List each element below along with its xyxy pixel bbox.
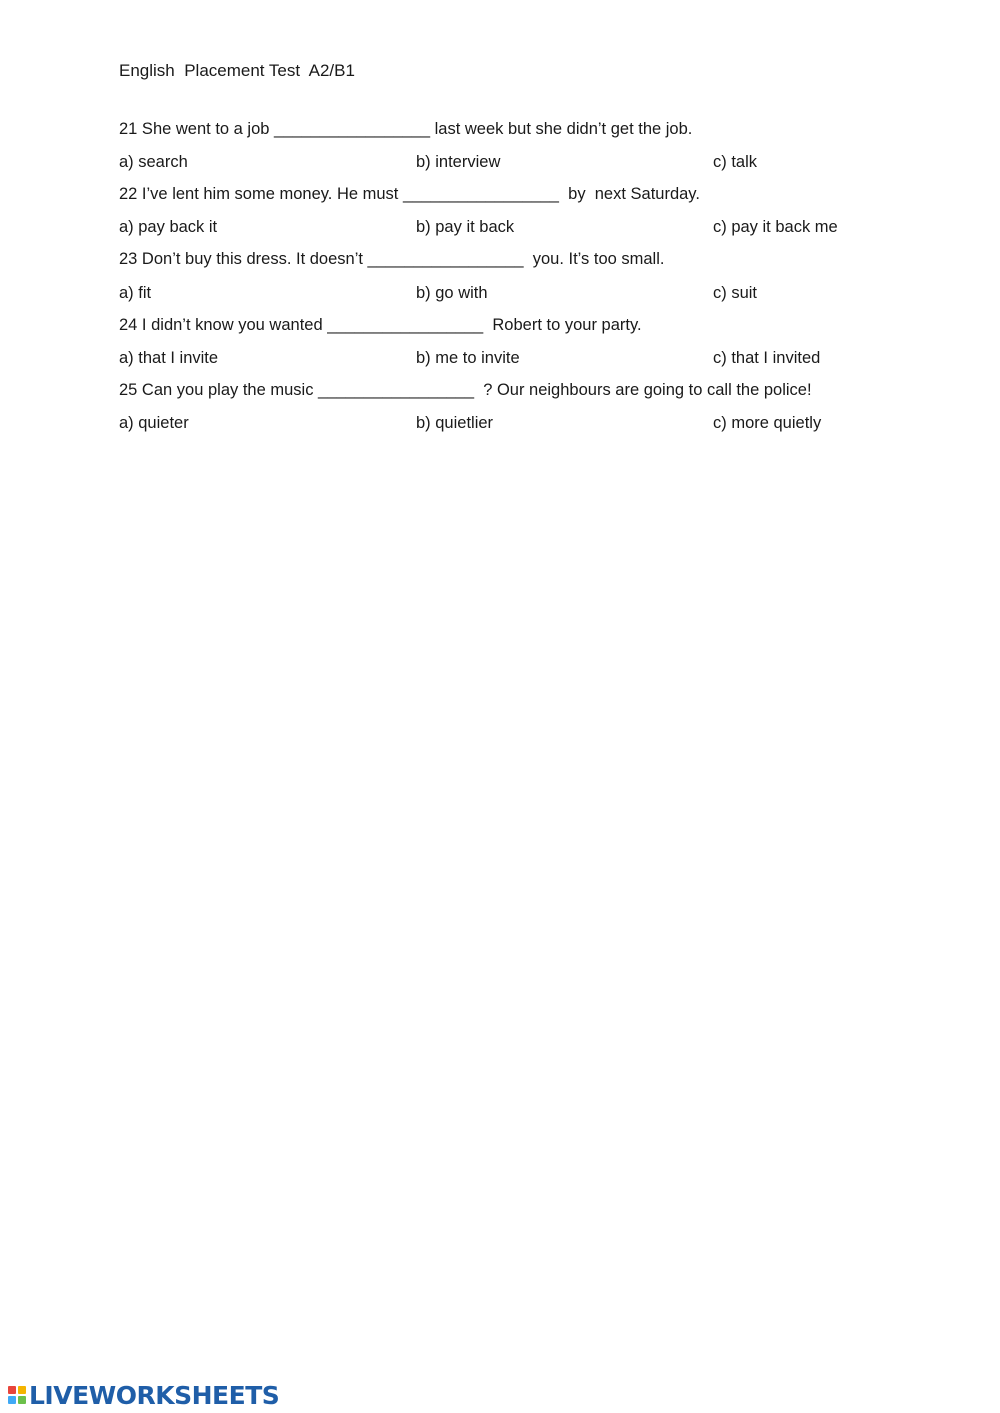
page-title: English Placement Test A2/B1 — [119, 61, 355, 80]
option-22-a[interactable]: a) pay back it — [119, 218, 218, 236]
option-23-b[interactable]: b) go with — [416, 284, 488, 302]
question-23: 23 Don’t buy this dress. It doesn’t _________________ you. It’s too small. — [119, 250, 665, 268]
question-24: 24 I didn’t know you wanted _________________ Robert to your party. — [119, 316, 642, 334]
question-25: 25 Can you play the music _________________ ? Our neighbours are going to call the police! — [119, 381, 812, 399]
option-22-c[interactable]: c) pay it back me — [713, 218, 838, 236]
option-23-c[interactable]: c) suit — [713, 284, 758, 302]
option-24-b[interactable]: b) me to invite — [416, 349, 520, 367]
logo-block-red — [8, 1386, 16, 1394]
logo-block-yellow — [18, 1386, 26, 1394]
option-21-b[interactable]: b) interview — [416, 153, 501, 171]
option-21-c[interactable]: c) talk — [713, 153, 758, 171]
logo-blocks-icon — [8, 1386, 26, 1404]
logo-text: LIVEWORKSHEETS — [29, 1380, 280, 1410]
logo-block-green — [18, 1396, 26, 1404]
option-25-b[interactable]: b) quietlier — [416, 414, 494, 432]
question-21: 21 She went to a job _________________ last week but she didn’t get the job. — [119, 120, 693, 138]
option-25-a[interactable]: a) quieter — [119, 414, 189, 432]
question-22: 22 I’ve lent him some money. He must _________________ by next Saturday. — [119, 185, 700, 203]
option-24-c[interactable]: c) that I invited — [713, 349, 821, 367]
option-24-a[interactable]: a) that I invite — [119, 349, 219, 367]
option-22-b[interactable]: b) pay it back — [416, 218, 515, 236]
option-23-a[interactable]: a) fit — [119, 284, 152, 302]
option-25-c[interactable]: c) more quietly — [713, 414, 822, 432]
option-21-a[interactable]: a) search — [119, 153, 188, 171]
logo-block-blue — [8, 1396, 16, 1404]
liveworksheets-logo[interactable] — [8, 1381, 279, 1409]
